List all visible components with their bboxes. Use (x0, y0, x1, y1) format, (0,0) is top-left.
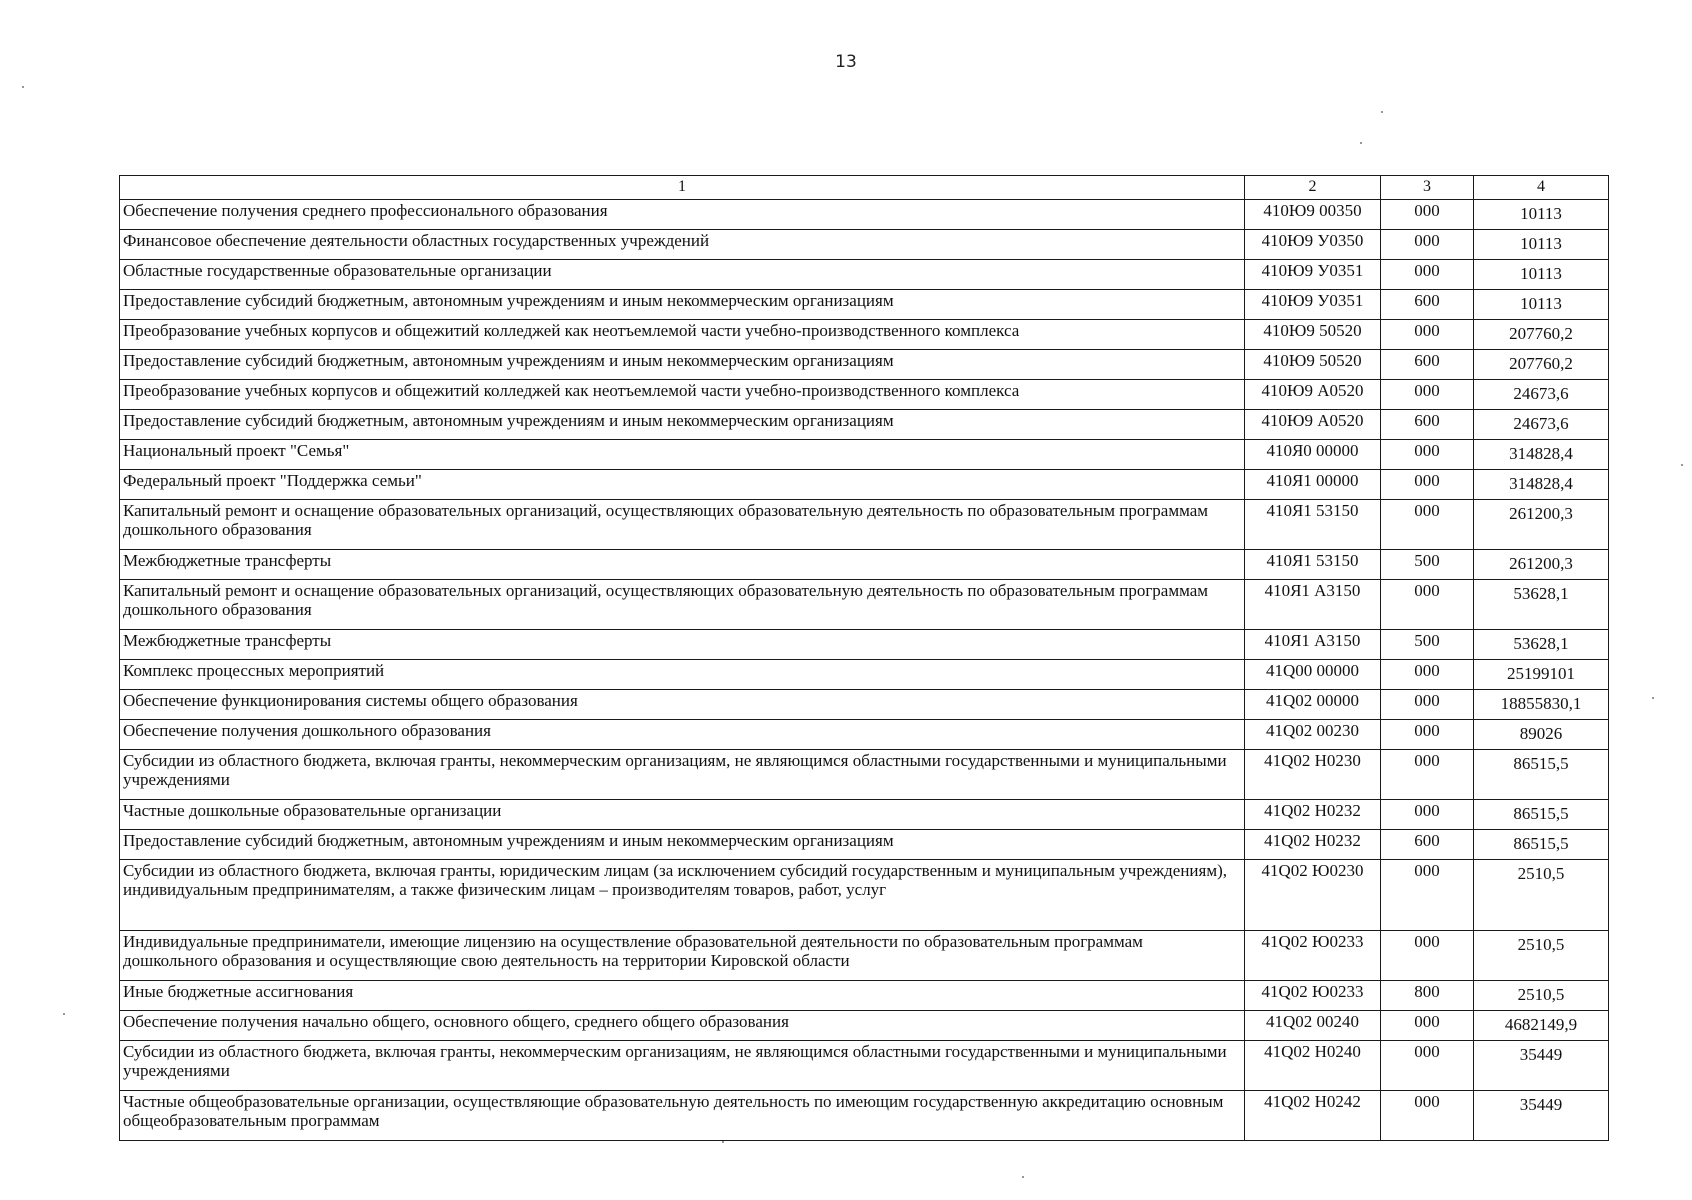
table-row (120, 750, 1609, 800)
row-type: 000 (1381, 1041, 1474, 1091)
row-type: 500 (1381, 630, 1474, 660)
row-amount: 24673,6 (1474, 380, 1609, 410)
row-amount: 2510,5 (1474, 931, 1609, 981)
row-type: 600 (1381, 410, 1474, 440)
table-row (120, 931, 1609, 981)
row-amount: 86515,5 (1474, 800, 1609, 830)
row-type: 000 (1381, 720, 1474, 750)
row-name: Преобразование учебных корпусов и общежитий колледжей как неотъемлемой части учебно-производственного комплекса (120, 320, 1245, 350)
row-amount: 261200,3 (1474, 550, 1609, 580)
row-code: 410Я1 00000 (1245, 470, 1381, 500)
row-code: 41Q02 00240 (1245, 1011, 1381, 1041)
row-type: 000 (1381, 500, 1474, 550)
row-code: 41Q02 Н0232 (1245, 800, 1381, 830)
row-amount: 4682149,9 (1474, 1011, 1609, 1041)
row-name: Предоставление субсидий бюджетным, автономным учреждениям и иным некоммерческим организациям (120, 830, 1245, 860)
row-name: Обеспечение функционирования системы общего образования (120, 690, 1245, 720)
row-name: Национальный проект "Семья" (120, 440, 1245, 470)
row-code: 41Q00 00000 (1245, 660, 1381, 690)
row-name: Преобразование учебных корпусов и общежитий колледжей как неотъемлемой части учебно-производственного комплекса (120, 380, 1245, 410)
row-type: 000 (1381, 660, 1474, 690)
row-name: Обеспечение получения дошкольного образования (120, 720, 1245, 750)
scan-speck (1681, 464, 1683, 466)
table-row (120, 440, 1609, 470)
row-amount: 207760,2 (1474, 320, 1609, 350)
row-name: Капитальный ремонт и оснащение образовательных организаций, осуществляющих образовательную деятельность по образовательным программам дошкольного образования (120, 580, 1245, 630)
table-row (120, 380, 1609, 410)
scan-speck (22, 86, 24, 88)
row-name: Субсидии из областного бюджета, включая гранты, некоммерческим организациям, не являющимся областными государственными и муниципальными учреждениями (120, 750, 1245, 800)
row-name: Обеспечение получения среднего профессионального образования (120, 200, 1245, 230)
table-row (120, 470, 1609, 500)
row-type: 600 (1381, 350, 1474, 380)
table-row (120, 290, 1609, 320)
row-amount: 86515,5 (1474, 750, 1609, 800)
row-code: 41Q02 Ю0230 (1245, 860, 1381, 931)
row-amount: 53628,1 (1474, 630, 1609, 660)
row-amount: 18855830,1 (1474, 690, 1609, 720)
row-type: 000 (1381, 860, 1474, 931)
column-header-name: 1 (120, 176, 1245, 200)
scan-speck (1652, 697, 1654, 699)
table-row (120, 580, 1609, 630)
row-name: Предоставление субсидий бюджетным, автономным учреждениям и иным некоммерческим организациям (120, 290, 1245, 320)
row-name: Предоставление субсидий бюджетным, автономным учреждениям и иным некоммерческим организациям (120, 350, 1245, 380)
row-name: Федеральный проект "Поддержка семьи" (120, 470, 1245, 500)
row-amount: 86515,5 (1474, 830, 1609, 860)
row-type: 000 (1381, 260, 1474, 290)
row-type: 800 (1381, 981, 1474, 1011)
row-code: 410Я1 53150 (1245, 500, 1381, 550)
row-code: 410Я1 53150 (1245, 550, 1381, 580)
row-name: Финансовое обеспечение деятельности областных государственных учреждений (120, 230, 1245, 260)
table-row (120, 1041, 1609, 1091)
table-row (120, 550, 1609, 580)
row-code: 41Q02 00000 (1245, 690, 1381, 720)
row-code: 41Q02 Н0240 (1245, 1041, 1381, 1091)
table-row (120, 830, 1609, 860)
budget-table (119, 175, 1609, 1141)
row-code: 410Ю9 У0350 (1245, 230, 1381, 260)
row-name: Частные общеобразовательные организации, осуществляющие образовательную деятельность по имеющим государственную аккредитацию основным общеобразовательным программам (120, 1091, 1245, 1141)
table-row (120, 200, 1609, 230)
row-name: Субсидии из областного бюджета, включая гранты, некоммерческим организациям, не являющимся областными государственными и муниципальными учреждениями (120, 1041, 1245, 1091)
table-row (120, 500, 1609, 550)
row-name: Субсидии из областного бюджета, включая гранты, юридическим лицам (за исключением субсидий государственным и муниципальным учреждениям), индивидуальным предпринимателям, а также физическим лицам – производителям товаров, работ, услуг (120, 860, 1245, 931)
row-amount: 2510,5 (1474, 860, 1609, 931)
row-name: Межбюджетные трансферты (120, 550, 1245, 580)
row-amount: 35449 (1474, 1091, 1609, 1141)
row-type: 000 (1381, 200, 1474, 230)
row-amount: 89026 (1474, 720, 1609, 750)
row-type: 600 (1381, 290, 1474, 320)
row-amount: 10113 (1474, 200, 1609, 230)
row-amount: 24673,6 (1474, 410, 1609, 440)
column-header-amount: 4 (1474, 176, 1609, 200)
row-amount: 261200,3 (1474, 500, 1609, 550)
row-amount: 10113 (1474, 260, 1609, 290)
row-amount: 2510,5 (1474, 981, 1609, 1011)
table-header (120, 176, 1609, 200)
row-type: 000 (1381, 230, 1474, 260)
row-code: 410Ю9 50520 (1245, 320, 1381, 350)
scan-speck (1360, 142, 1362, 144)
table-row (120, 230, 1609, 260)
table-row (120, 630, 1609, 660)
row-amount: 53628,1 (1474, 580, 1609, 630)
row-code: 410Ю9 00350 (1245, 200, 1381, 230)
row-code: 41Q02 Н0232 (1245, 830, 1381, 860)
row-type: 000 (1381, 470, 1474, 500)
row-type: 500 (1381, 550, 1474, 580)
scan-speck (722, 1141, 724, 1143)
row-amount: 25199101 (1474, 660, 1609, 690)
row-code: 410Я1 А3150 (1245, 630, 1381, 660)
row-type: 000 (1381, 800, 1474, 830)
row-amount: 207760,2 (1474, 350, 1609, 380)
table-row (120, 860, 1609, 931)
column-header-type: 3 (1381, 176, 1474, 200)
table-row (120, 320, 1609, 350)
row-name: Иные бюджетные ассигнования (120, 981, 1245, 1011)
row-code: 41Q02 Ю0233 (1245, 931, 1381, 981)
row-amount: 10113 (1474, 290, 1609, 320)
table-row (120, 410, 1609, 440)
page-number: 13 (835, 52, 857, 72)
scan-speck (1381, 111, 1383, 113)
row-code: 410Ю9 У0351 (1245, 290, 1381, 320)
row-code: 410Ю9 50520 (1245, 350, 1381, 380)
row-name: Комплекс процессных мероприятий (120, 660, 1245, 690)
row-code: 410Ю9 У0351 (1245, 260, 1381, 290)
table-row (120, 260, 1609, 290)
row-type: 000 (1381, 931, 1474, 981)
row-name: Межбюджетные трансферты (120, 630, 1245, 660)
row-code: 410Ю9 А0520 (1245, 410, 1381, 440)
row-type: 000 (1381, 580, 1474, 630)
row-name: Индивидуальные предприниматели, имеющие лицензию на осуществление образовательной деятельности по образовательным программам дошкольного образования и осуществляющие свою деятельность на территории Кировской области (120, 931, 1245, 981)
row-amount: 314828,4 (1474, 440, 1609, 470)
row-type: 600 (1381, 830, 1474, 860)
row-amount: 314828,4 (1474, 470, 1609, 500)
row-code: 41Q02 Н0230 (1245, 750, 1381, 800)
row-type: 000 (1381, 1091, 1474, 1141)
row-type: 000 (1381, 750, 1474, 800)
row-name: Областные государственные образовательные организации (120, 260, 1245, 290)
table-row (120, 981, 1609, 1011)
row-code: 410Я1 А3150 (1245, 580, 1381, 630)
row-type: 000 (1381, 380, 1474, 410)
row-code: 410Ю9 А0520 (1245, 380, 1381, 410)
row-amount: 10113 (1474, 230, 1609, 260)
row-code: 41Q02 Ю0233 (1245, 981, 1381, 1011)
table-row (120, 1011, 1609, 1041)
row-name: Капитальный ремонт и оснащение образовательных организаций, осуществляющих образовательную деятельность по образовательным программам дошкольного образования (120, 500, 1245, 550)
table-body (120, 200, 1609, 1141)
table-row (120, 800, 1609, 830)
column-header-code: 2 (1245, 176, 1381, 200)
header-row (120, 176, 1609, 200)
row-name: Частные дошкольные образовательные организации (120, 800, 1245, 830)
row-type: 000 (1381, 320, 1474, 350)
row-type: 000 (1381, 440, 1474, 470)
table-row (120, 350, 1609, 380)
table-row (120, 720, 1609, 750)
scan-speck (63, 1013, 65, 1015)
row-amount: 35449 (1474, 1041, 1609, 1091)
table-row (120, 1091, 1609, 1141)
row-code: 41Q02 Н0242 (1245, 1091, 1381, 1141)
row-code: 41Q02 00230 (1245, 720, 1381, 750)
row-type: 000 (1381, 1011, 1474, 1041)
row-name: Обеспечение получения начально общего, основного общего, среднего общего образования (120, 1011, 1245, 1041)
row-name: Предоставление субсидий бюджетным, автономным учреждениям и иным некоммерческим организациям (120, 410, 1245, 440)
row-type: 000 (1381, 690, 1474, 720)
scan-speck (1022, 1176, 1024, 1178)
table-row (120, 690, 1609, 720)
table-row (120, 660, 1609, 690)
row-code: 410Я0 00000 (1245, 440, 1381, 470)
